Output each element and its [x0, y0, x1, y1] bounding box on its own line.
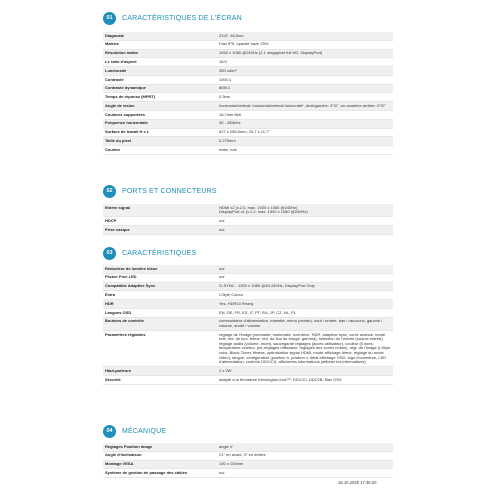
section-title: PORTS ET CONNECTEURS [122, 187, 217, 195]
spec-value: 2 x 2W [219, 368, 232, 373]
section-number-badge: 02 [103, 185, 116, 198]
spec-label: Taille du pixel [105, 137, 132, 143]
spec-value: adapté à la fermeture Kensington-lock™, DDC/CI, DDC2B, Mac OSX [219, 376, 342, 382]
spec-value: Fast IPS, opacité haze 25% [219, 41, 269, 47]
spec-row [103, 67, 393, 76]
spec-label: Montage VESA [105, 461, 134, 467]
spec-row [103, 274, 393, 283]
spec-row [103, 137, 393, 146]
spec-value: oui [219, 265, 225, 271]
spec-value: HDMI x2 (v.2.0, max. 1920 x 1080 @240Hz) DisplayPort x1 (v.1.2, max. 1920 x 1080 @240Hz) [219, 204, 308, 215]
spec-value: angle V [219, 443, 233, 449]
spec-label: Flicker Free LED [105, 274, 137, 280]
spec-row [103, 291, 393, 300]
spec-row [103, 367, 393, 376]
spec-row [103, 452, 393, 461]
spec-label: Contraste [105, 76, 124, 82]
spec-value: G-SYNC - 1920 x 1080 @48-240Hz, DisplayPort Only [219, 283, 315, 289]
spec-row [103, 300, 393, 309]
spec-row [103, 146, 393, 155]
spec-value: 1000:1 [219, 76, 232, 82]
spec-row [103, 443, 393, 452]
spec-label: Réducteur de lumière bleue [105, 265, 158, 271]
spec-row [103, 283, 393, 292]
spec-row [103, 226, 393, 235]
section-header-mechanical [103, 424, 166, 438]
spec-row [103, 469, 393, 478]
spec-row [103, 318, 393, 331]
spec-row [103, 120, 393, 129]
spec-label: Contraste dynamique [105, 85, 146, 91]
spec-row [103, 265, 393, 274]
spec-value: 350 cd/m² [219, 67, 237, 73]
spec-label: Le ratio d'aspect [105, 58, 137, 64]
footer-timestamp: 18.10.2025 17:46:20 [338, 480, 377, 485]
spec-value: Yes, HDR10 Ready [219, 300, 254, 306]
spec-row [103, 32, 393, 41]
spec-label: Angle de vision [105, 102, 135, 108]
spec-label: Sécurité [105, 376, 121, 382]
spec-table-mechanical [103, 443, 393, 478]
spec-label: Luminosité [105, 67, 127, 73]
spec-label: Entrée signal [105, 204, 131, 210]
spec-value: réglage de l'image (contraste, luminosité, overdrive, HDR, adaptive sync, contr. avancé, mode unit, réd. de lum. bleue, réd. du flou de bouge, gamma), sélection de l'entrée (source entrée), réglage audio (volume, muet), sauvegarde réglages (accès utilisateur), couleur (5 axes, température couleur, pré-réglages utilisateur, réglages des zones noires), régl. de l'image (i-Style color, Black-Tuner, fitness, optimisation signal HDMI, mode affichage direct, réglage du mode vidéo), langue, configuration (position h, position v, délai affichage OSD, logo d'ouverture, LED d'alimentation, contrôle DDC/CI), affichertes informations (afficher les informations) [219, 331, 391, 365]
spec-value: horizontal/vertical: horizontal/vertical horizontal*, droit/gauche: 3°/0°, en avant/en arrière: 0°/0° [219, 102, 386, 108]
spec-label: Paramètres réglables [105, 331, 146, 337]
spec-value: 30 - 285kHz [219, 120, 241, 126]
spec-row [103, 58, 393, 67]
spec-row [103, 217, 393, 226]
spec-row [103, 111, 393, 120]
spec-table-ports [103, 204, 393, 235]
spec-label: Matrice [105, 41, 120, 47]
spec-value: oui [219, 274, 225, 280]
spec-row [103, 331, 393, 367]
spec-label: Couleurs supportées [105, 111, 146, 117]
spec-label: HDR [105, 300, 114, 306]
spec-value: 100 x 100mm [219, 461, 244, 467]
spec-label: Compatible Adaptive Sync [105, 283, 156, 289]
spec-value: 0.275mm [219, 137, 236, 143]
spec-label: Extra [105, 291, 116, 297]
spec-value: oui [219, 469, 225, 475]
spec-row [103, 93, 393, 102]
spec-value: 21° en avant; 3° en arrière [219, 452, 266, 458]
spec-label: Boutons de contrôle [105, 318, 144, 324]
spec-row [103, 461, 393, 470]
spec-table-display [103, 32, 393, 155]
section-number-badge: 03 [103, 247, 116, 260]
spec-value: oui [219, 217, 225, 223]
spec-label: Haut-parleurs [105, 368, 132, 373]
spec-row [103, 204, 393, 217]
spec-value: 16,7mln 8bit [219, 111, 241, 117]
section-number-badge: 04 [103, 425, 116, 438]
spec-value: 1920 x 1080 @240Hz (2.1 megapixel full HD, DisplayPort) [219, 50, 323, 56]
spec-label: HDCP [105, 217, 117, 223]
spec-value: 0.3ms [219, 94, 230, 100]
spec-value: oui [219, 226, 225, 232]
spec-label: Prise casque [105, 226, 130, 232]
spec-label: Diagonale [105, 32, 125, 38]
spec-label: Temps de réponse (MPRT) [105, 94, 156, 100]
section-number-badge: 01 [103, 12, 116, 25]
spec-row [103, 41, 393, 50]
spec-table-features [103, 265, 393, 385]
spec-row [103, 129, 393, 138]
spec-row [103, 76, 393, 85]
spec-label: Résolution native [105, 50, 139, 56]
spec-row [103, 376, 393, 385]
spec-label: Surface de travail H x L [105, 129, 150, 135]
spec-value: EN, DE, FR, ES, IT, PT, RU, JP, CZ, NL, PL [219, 309, 297, 315]
section-header-display [103, 11, 242, 25]
spec-value: mate, noir [219, 146, 237, 152]
spec-label: Réglages Position Image [105, 443, 153, 449]
spec-value: i-Style Colour [219, 291, 244, 297]
spec-row [103, 102, 393, 111]
section-header-ports [103, 184, 217, 198]
spec-row [103, 85, 393, 94]
spec-row [103, 50, 393, 59]
section-title: CARACTÉRISTIQUES DE L'ÉCRAN [122, 14, 242, 22]
spec-value: 16:9 [219, 58, 227, 64]
section-header-features [103, 246, 196, 260]
spec-value: 80M:1 [219, 85, 231, 91]
spec-value: 23,8", 60,5cm [219, 32, 244, 38]
spec-row [103, 309, 393, 318]
spec-label: Système de gestion de passage des câbles [105, 469, 188, 475]
spec-label: Fréquence horizontale [105, 120, 148, 126]
spec-label: Couleur [105, 146, 121, 152]
section-title: MÉCANIQUE [122, 427, 167, 435]
section-title: CARACTÉRISTIQUES [122, 249, 197, 257]
spec-value: 527 x 296.5mm, 20,7 x 11,7" [219, 129, 270, 135]
spec-label: Angle d'inclinaison [105, 452, 142, 458]
spec-label: Langues OSD [105, 309, 132, 315]
spec-value: commutateur d'alimentation, manette, menu (center), haut / entrée, bas / raccourci, gauche / volume, droite / volume [219, 318, 383, 328]
